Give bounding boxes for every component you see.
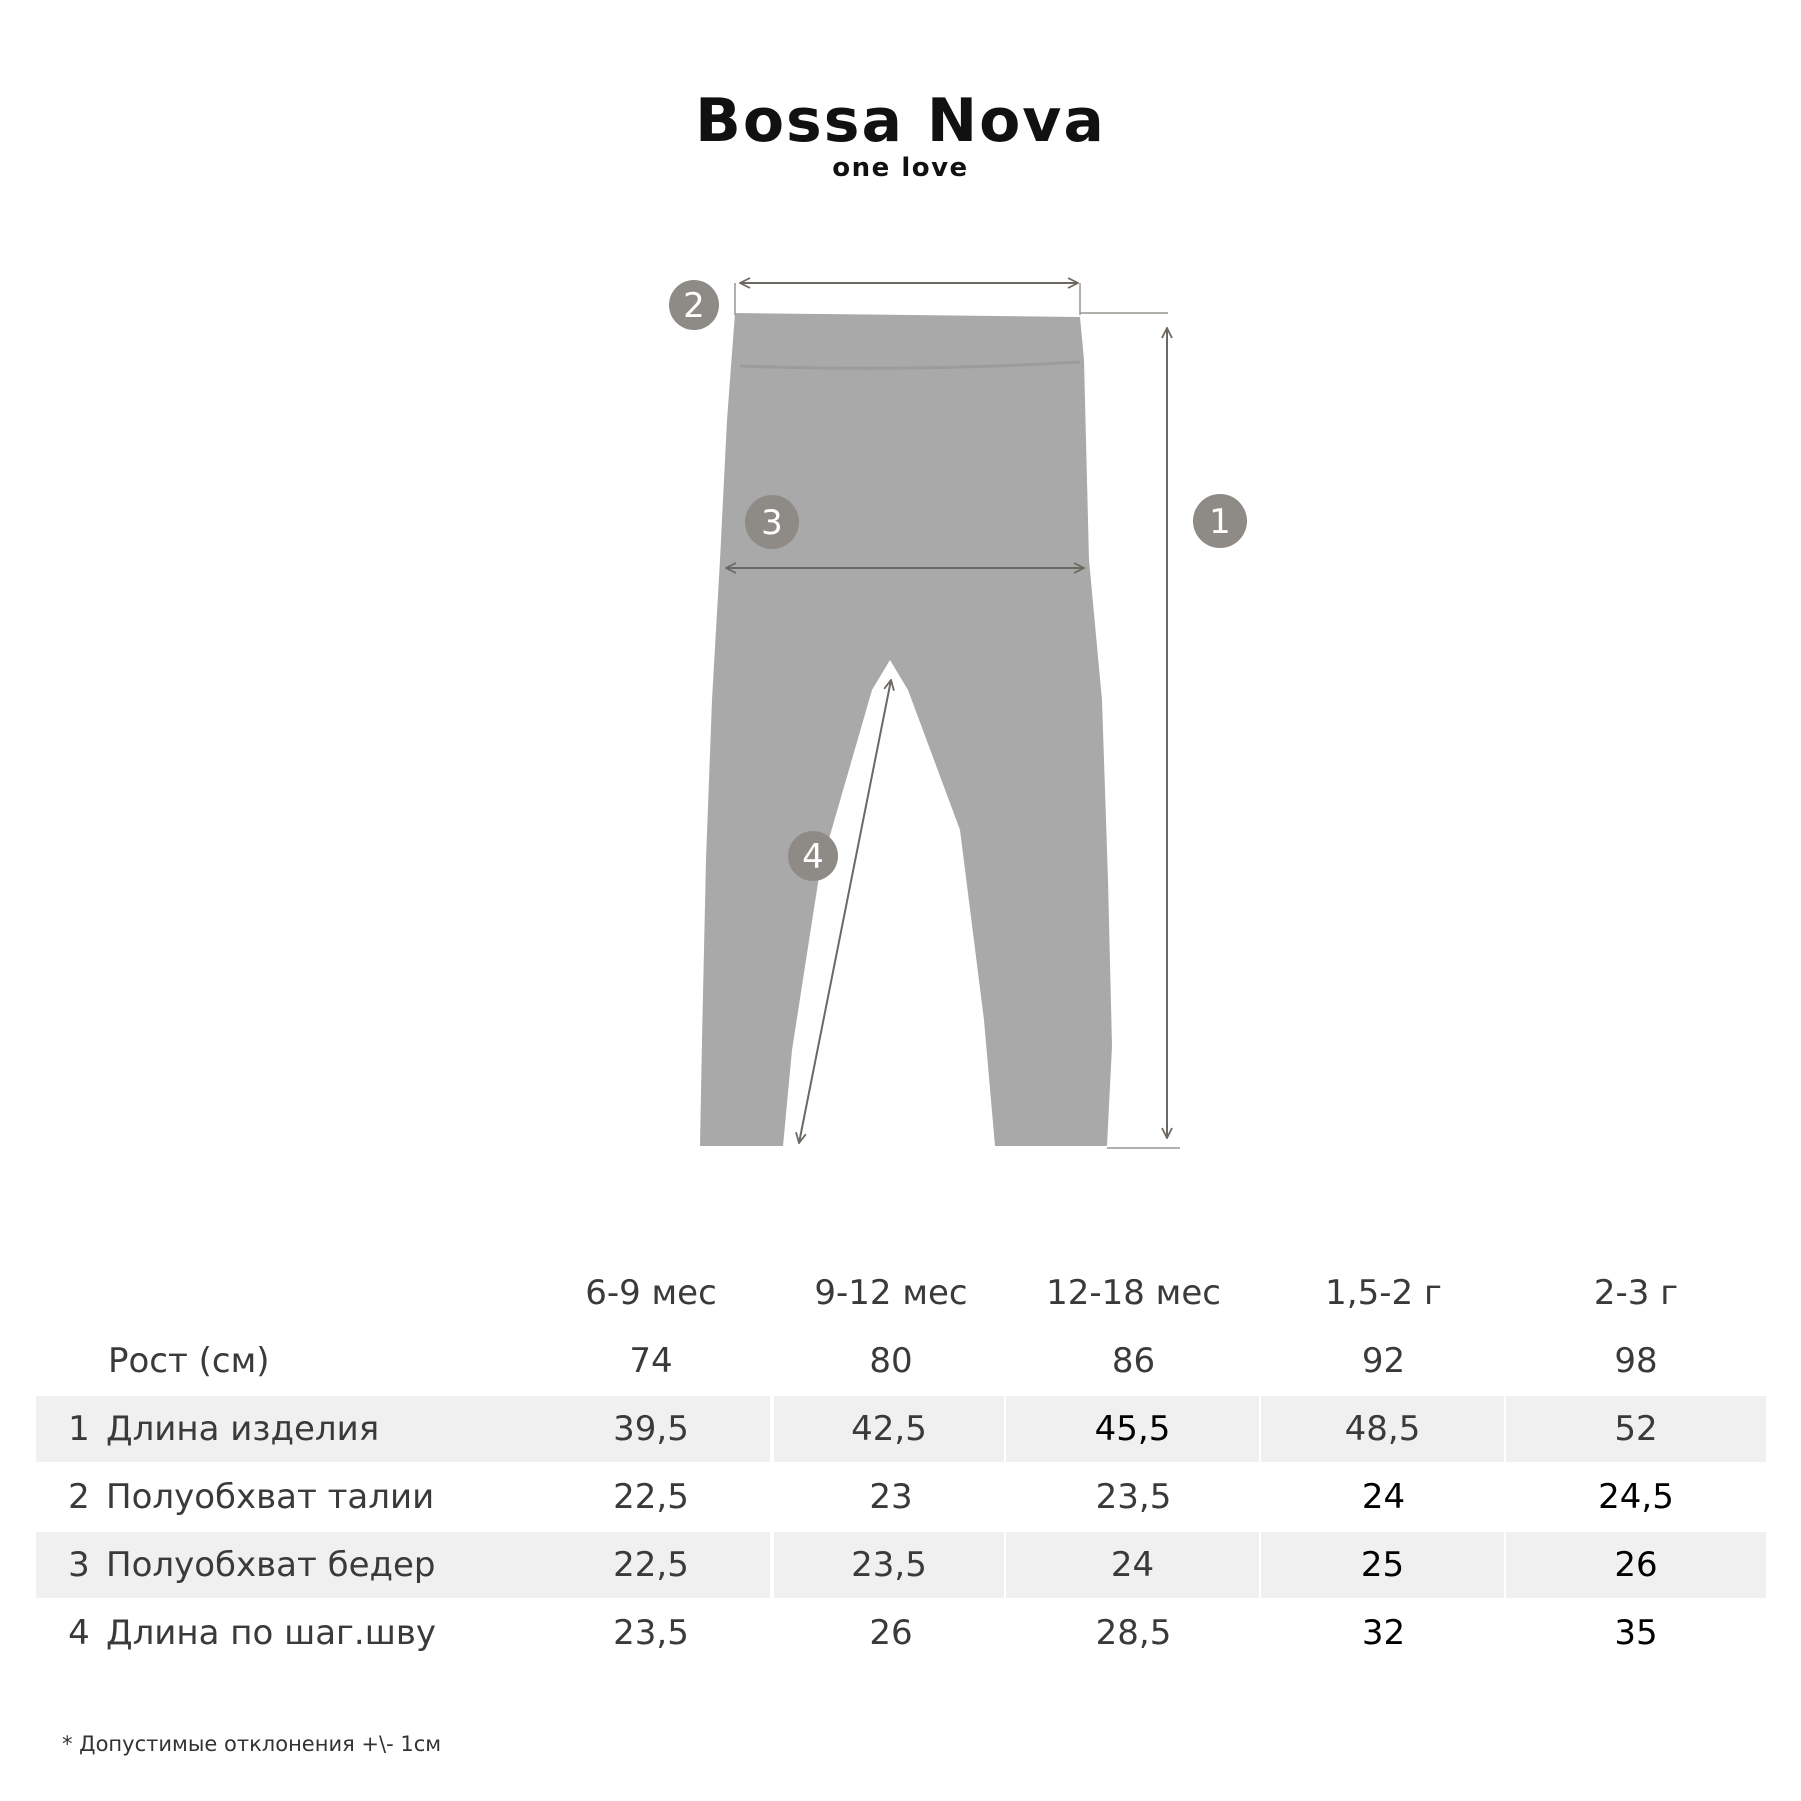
row-value: 24,5	[1598, 1477, 1674, 1517]
height-value: 92	[1361, 1341, 1406, 1381]
badge-inseam	[788, 831, 838, 881]
height-value: 80	[869, 1341, 913, 1381]
row-label: Длина по шаг.шву	[106, 1613, 436, 1653]
row-value: 24	[1361, 1477, 1406, 1517]
row-value: 32	[1361, 1613, 1406, 1653]
row-value: 39,5	[613, 1409, 689, 1449]
badge-hips	[745, 495, 799, 549]
row-value: 23	[869, 1477, 913, 1517]
row-label: Длина изделия	[106, 1409, 380, 1449]
row-number: 4	[68, 1613, 90, 1653]
height-value: 74	[629, 1341, 673, 1381]
row-value: 42,5	[774, 1396, 1004, 1462]
badge-length-label: 1	[1209, 502, 1231, 542]
row-value: 26	[1506, 1532, 1766, 1598]
badge-waist	[669, 280, 719, 330]
badge-waist-label: 2	[683, 286, 705, 326]
size-header: 2-3 г	[1593, 1273, 1679, 1313]
table-row	[36, 1464, 1766, 1530]
row-number: 3	[68, 1545, 90, 1585]
row-value: 26	[869, 1613, 913, 1653]
row-value: 23,5	[774, 1532, 1004, 1598]
size-header: 12-18 мес	[1046, 1273, 1221, 1313]
badge-length	[1193, 494, 1247, 548]
size-header-row	[36, 1260, 1766, 1326]
size-header: 6-9 мес	[585, 1273, 717, 1313]
table-row	[36, 1600, 1766, 1666]
row-value: 52	[1506, 1396, 1766, 1462]
pants-silhouette	[700, 313, 1112, 1146]
row-value: 23,5	[1095, 1477, 1172, 1517]
brand-tagline: one love	[832, 153, 969, 183]
row-value: 23,5	[613, 1613, 689, 1653]
row-label: Полуобхват бедер	[106, 1545, 436, 1585]
size-header: 1,5-2 г	[1325, 1273, 1442, 1313]
row-value: 48,5	[1261, 1396, 1504, 1462]
badge-hips-label: 3	[761, 503, 783, 543]
row-number: 1	[68, 1409, 90, 1449]
row-number: 2	[68, 1477, 90, 1517]
row-value: 24	[1006, 1532, 1259, 1598]
row-value: 22,5	[613, 1545, 689, 1585]
table-row	[36, 1396, 1766, 1462]
table-row	[36, 1532, 1766, 1598]
size-header: 9-12 мес	[814, 1273, 968, 1313]
height-label: Рост (см)	[108, 1341, 270, 1381]
row-value: 35	[1614, 1613, 1658, 1653]
tolerance-footnote: * Допустимые отклонения +\- 1см	[62, 1732, 442, 1756]
row-label: Полуобхват талии	[106, 1477, 435, 1517]
height-row	[36, 1328, 1766, 1394]
height-value: 98	[1614, 1341, 1658, 1381]
height-value: 86	[1111, 1341, 1156, 1381]
badge-inseam-label: 4	[802, 837, 824, 877]
row-value: 28,5	[1095, 1613, 1172, 1653]
row-value: 22,5	[613, 1477, 689, 1517]
row-value: 45,5	[1006, 1396, 1259, 1462]
brand-name: Bossa Nova	[695, 86, 1106, 156]
row-value: 25	[1261, 1532, 1504, 1598]
